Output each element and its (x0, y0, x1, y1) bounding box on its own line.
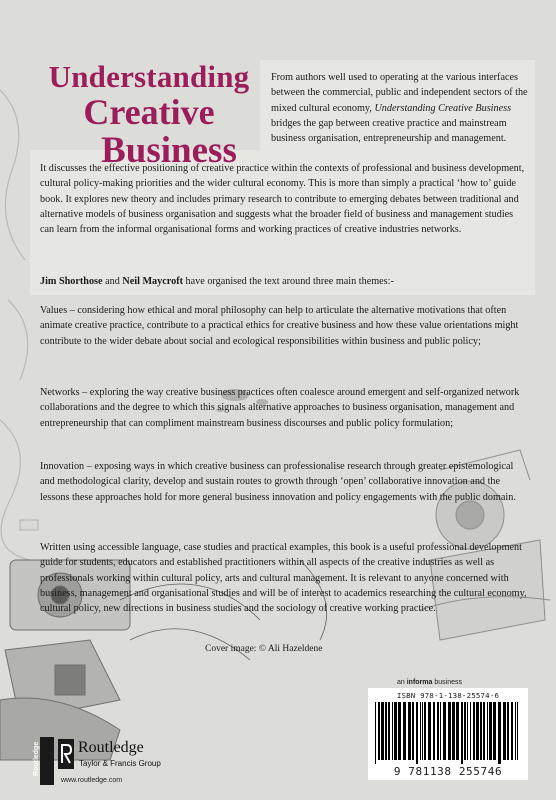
barcode-number: 9 781138 255746 (393, 765, 503, 778)
informa-prefix: an (397, 679, 407, 686)
barcode-bar (416, 702, 418, 764)
barcode-bar (503, 702, 506, 760)
routledge-spine-text: Routledge (33, 741, 40, 776)
intro-paragraph-right (271, 70, 529, 146)
theme-networks: Networks – exploring the way creative business practices often coalesce around emergent and self-organized network collaborations and the degree to which this signals alternative approaches to business organisation, management and entrepreneurship that can compliment mainstream business discourses and public policy formulation; (40, 387, 520, 429)
barcode-bar (443, 702, 446, 760)
theme-values: Values – considering how ethical and moral philosophy can help to articulate the alternative motivations that often animate creative practice, contribute to a practical ethics for creative business and how these value orientations might contribute to the wider debate about social and ecological responsibilities within business and public policy; (40, 305, 519, 347)
barcode-bar (420, 702, 421, 760)
barcode-bar (381, 702, 384, 760)
barcode-bar (487, 702, 488, 760)
intro-paragraph-full: It discusses the effective positioning of creative practice within the contexts of professional and business development, cultural policy-making priorities and the wider cultural economy. This is more than simply a practical ‘how to’ guide book. It explores new theory and includes primary research to contribute to emerging debates between traditional and alternative models of business organisation and suggests what the broader field of business and management studies can learn from the informal organisational forms and working practices of creative industries networks. (40, 163, 525, 236)
publisher-name: Routledge (78, 739, 144, 756)
barcode-bar (428, 702, 431, 760)
routledge-spine-logo (40, 737, 54, 785)
barcode-bar (456, 702, 459, 760)
barcode-bar (448, 702, 451, 760)
authors-and: and (102, 276, 123, 287)
barcode-bar (388, 702, 390, 760)
barcode-bar (507, 702, 509, 760)
written-paragraph: Written using accessible language, case studies and practical examples, this book is a useful professional development guide for students, educators and established practitioners within all aspects of the creative industries as well as professionals working within cultural policy, arts and cultural management. It is relevant to anyone concerned with business, management and organisational studies and will be of interest to academics researching the cultural economy, cultural policy, new directions in business studies and the sociology of creative working practice. (40, 542, 527, 615)
barcode-bar (483, 702, 485, 760)
barcode-bar (517, 702, 518, 760)
intro-book-title-italic: Understanding Creative Business (374, 102, 512, 114)
title-line-2: Creative (83, 92, 215, 133)
barcode-bar (392, 702, 393, 760)
barcode-bar (378, 702, 380, 760)
title-line-1: Understanding (48, 59, 250, 95)
cover-image-credit: Cover image: © Ali Hazeldene (205, 644, 323, 654)
barcode-bar (511, 702, 513, 760)
intro-right-text-2: bridges the gap between creative practice and mainstream business organisation, entrepreneurship and management. (271, 117, 507, 145)
barcode-bar (375, 702, 376, 764)
barcode-bar (403, 702, 406, 760)
routledge-emblem-icon (58, 739, 74, 769)
barcode-bar (473, 702, 475, 760)
barcode-bar (493, 702, 496, 760)
title-line-3: Business (101, 130, 237, 172)
barcode-bar (412, 702, 414, 760)
author-1: Jim Shorthose (40, 276, 103, 287)
authors-rest: have organised the text around three main themes:- (183, 276, 394, 287)
barcode-bars (373, 702, 523, 764)
barcode-bar (408, 702, 411, 760)
isbn-label: ISBN 978-1-138-25574-6 (396, 691, 500, 700)
theme-innovation: Innovation – exposing ways in which creative business can professionalise research through greater epistemological and methodological clarity, develop and sustain routes to growth through ‘open’ collaborative innovation and the lessons these approaches hold for more general business innovation and policy engagements with the public domain. (40, 461, 516, 503)
barcode-bar (422, 702, 423, 760)
barcode-bar (476, 702, 479, 760)
barcode-bar (461, 702, 463, 764)
barcode-bar (515, 702, 516, 760)
informa-brand: informa (406, 679, 433, 686)
author-2: Neil Maycroft (122, 276, 183, 287)
publisher-url: www.routledge.com (61, 777, 123, 784)
barcode-bar (452, 702, 455, 760)
barcode-bar (398, 702, 401, 760)
barcode-bar (470, 702, 471, 760)
informa-suffix: business (432, 679, 462, 686)
barcode-bar (437, 702, 439, 760)
barcode-bar (480, 702, 482, 760)
barcode-bar (489, 702, 492, 760)
barcode-bar (498, 702, 501, 764)
barcode-bar (440, 702, 441, 760)
barcode-bar (464, 702, 466, 760)
barcode-bar (433, 702, 435, 760)
barcode-bar (394, 702, 397, 760)
authors-line (40, 274, 529, 289)
barcode-bar (385, 702, 387, 760)
isbn-barcode (368, 688, 528, 780)
intro-right-text-1: From authors well used to operating at the various interfaces between the commercial, public and independent sectors of the mixed cultural economy, (271, 72, 528, 114)
barcode-bar (467, 702, 468, 760)
publisher-group: Taylor & Francis Group (79, 759, 161, 768)
informa-business-tag (397, 679, 462, 686)
barcode-bar (424, 702, 426, 760)
book-title (34, 59, 264, 172)
